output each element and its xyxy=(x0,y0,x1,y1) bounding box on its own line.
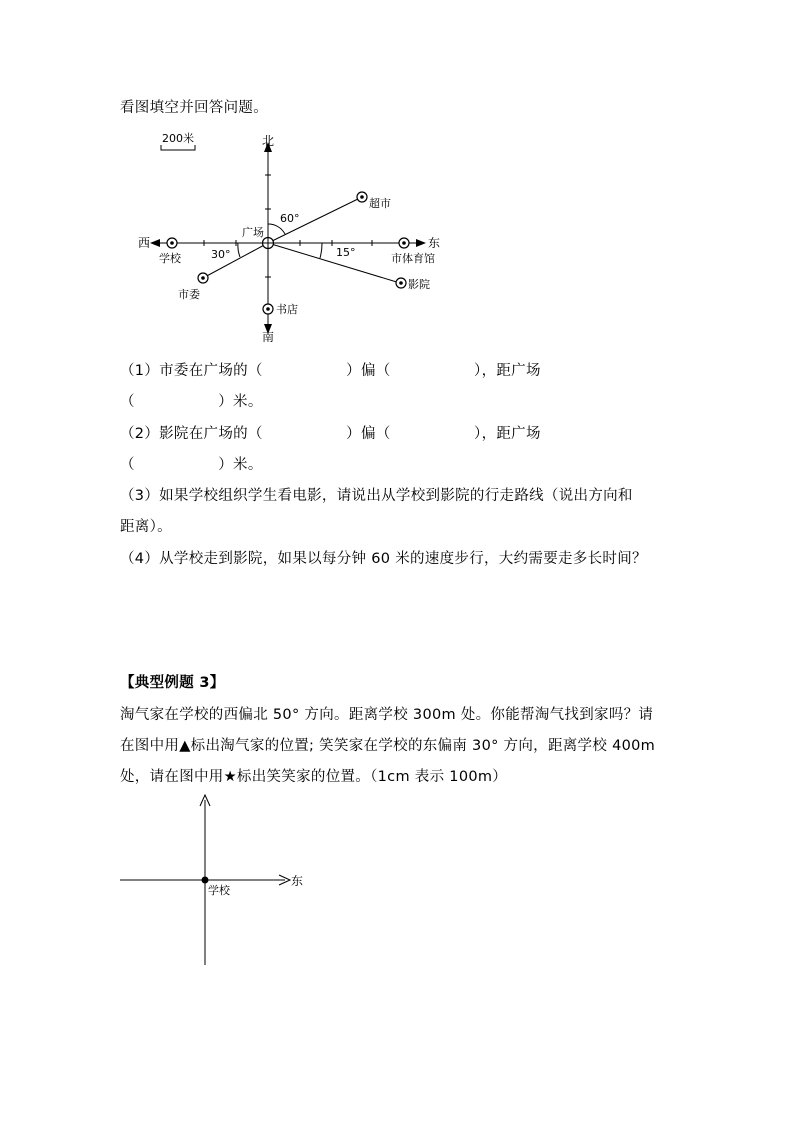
gov-label: 市委 xyxy=(178,288,200,301)
q1-line-b: （ ）米。 xyxy=(120,394,263,410)
example-line-2: 在图中用▲标出淘气家的位置; 笑笑家在学校的东偏南 30° 方向，距离学校 400m xyxy=(120,738,656,754)
south-label: 南 xyxy=(262,330,275,344)
example-line-1: 淘气家在学校的西偏北 50° 方向。距离学校 300m 处。你能帮淘气找到家吗？请 xyxy=(120,707,654,723)
q4-line: （4）从学校走到影院，如果以每分钟 60 米的速度步行，大约需要走多长时间？ xyxy=(120,551,647,567)
map2-school-label: 学校 xyxy=(208,884,230,897)
map2-school-point xyxy=(202,877,209,884)
example-line-3: 处，请在图中用★标出笑笑家的位置。（1cm 表示 100m） xyxy=(120,769,508,785)
east-label: 东 xyxy=(428,236,441,250)
east-arrow xyxy=(416,239,426,247)
cinema-marker xyxy=(396,278,406,288)
q2-line-b: （ ）米。 xyxy=(120,457,263,473)
north-label: 北 xyxy=(262,134,275,148)
stadium-marker xyxy=(399,238,409,248)
supermarket-marker xyxy=(357,192,367,202)
plaza-label: 广场 xyxy=(242,226,264,239)
angle-30-label: 30° xyxy=(211,248,231,261)
q3-line-b: 距离）。 xyxy=(120,519,172,535)
stadium-label: 市体育馆 xyxy=(391,252,435,265)
angle-60-label: 60° xyxy=(280,212,300,225)
bookstore-marker xyxy=(263,304,273,314)
bookstore-label: 书店 xyxy=(276,303,298,316)
scale-label: 200米 xyxy=(162,132,194,145)
west-arrow xyxy=(150,239,160,247)
q2-line-a: （2）影院在广场的（ ）偏（ ），距广场 xyxy=(120,426,541,442)
school-marker xyxy=(167,238,177,248)
q1-line-a: （1）市委在广场的（ ）偏（ ），距广场 xyxy=(120,363,541,379)
scale-bar xyxy=(161,145,195,150)
west-label: 西 xyxy=(138,236,151,250)
example-heading: 【典型例题 3】 xyxy=(120,675,225,691)
cinema-label: 影院 xyxy=(408,278,430,291)
map2-east-label: 东 xyxy=(291,874,304,888)
arc-60 xyxy=(268,224,285,234)
arc-30 xyxy=(238,243,240,257)
angle-15-label: 15° xyxy=(336,246,356,259)
arc-15 xyxy=(320,243,322,258)
gov-marker xyxy=(198,273,208,283)
ray-cinema xyxy=(268,243,400,283)
intro-text: 看图填空并回答问题。 xyxy=(120,100,268,116)
school-label: 学校 xyxy=(159,252,181,265)
supermarket-label: 超市 xyxy=(369,197,391,210)
q3-line-a: （3）如果学校组织学生看电影，请说出从学校到影院的行走路线（说出方向和 xyxy=(120,488,633,504)
